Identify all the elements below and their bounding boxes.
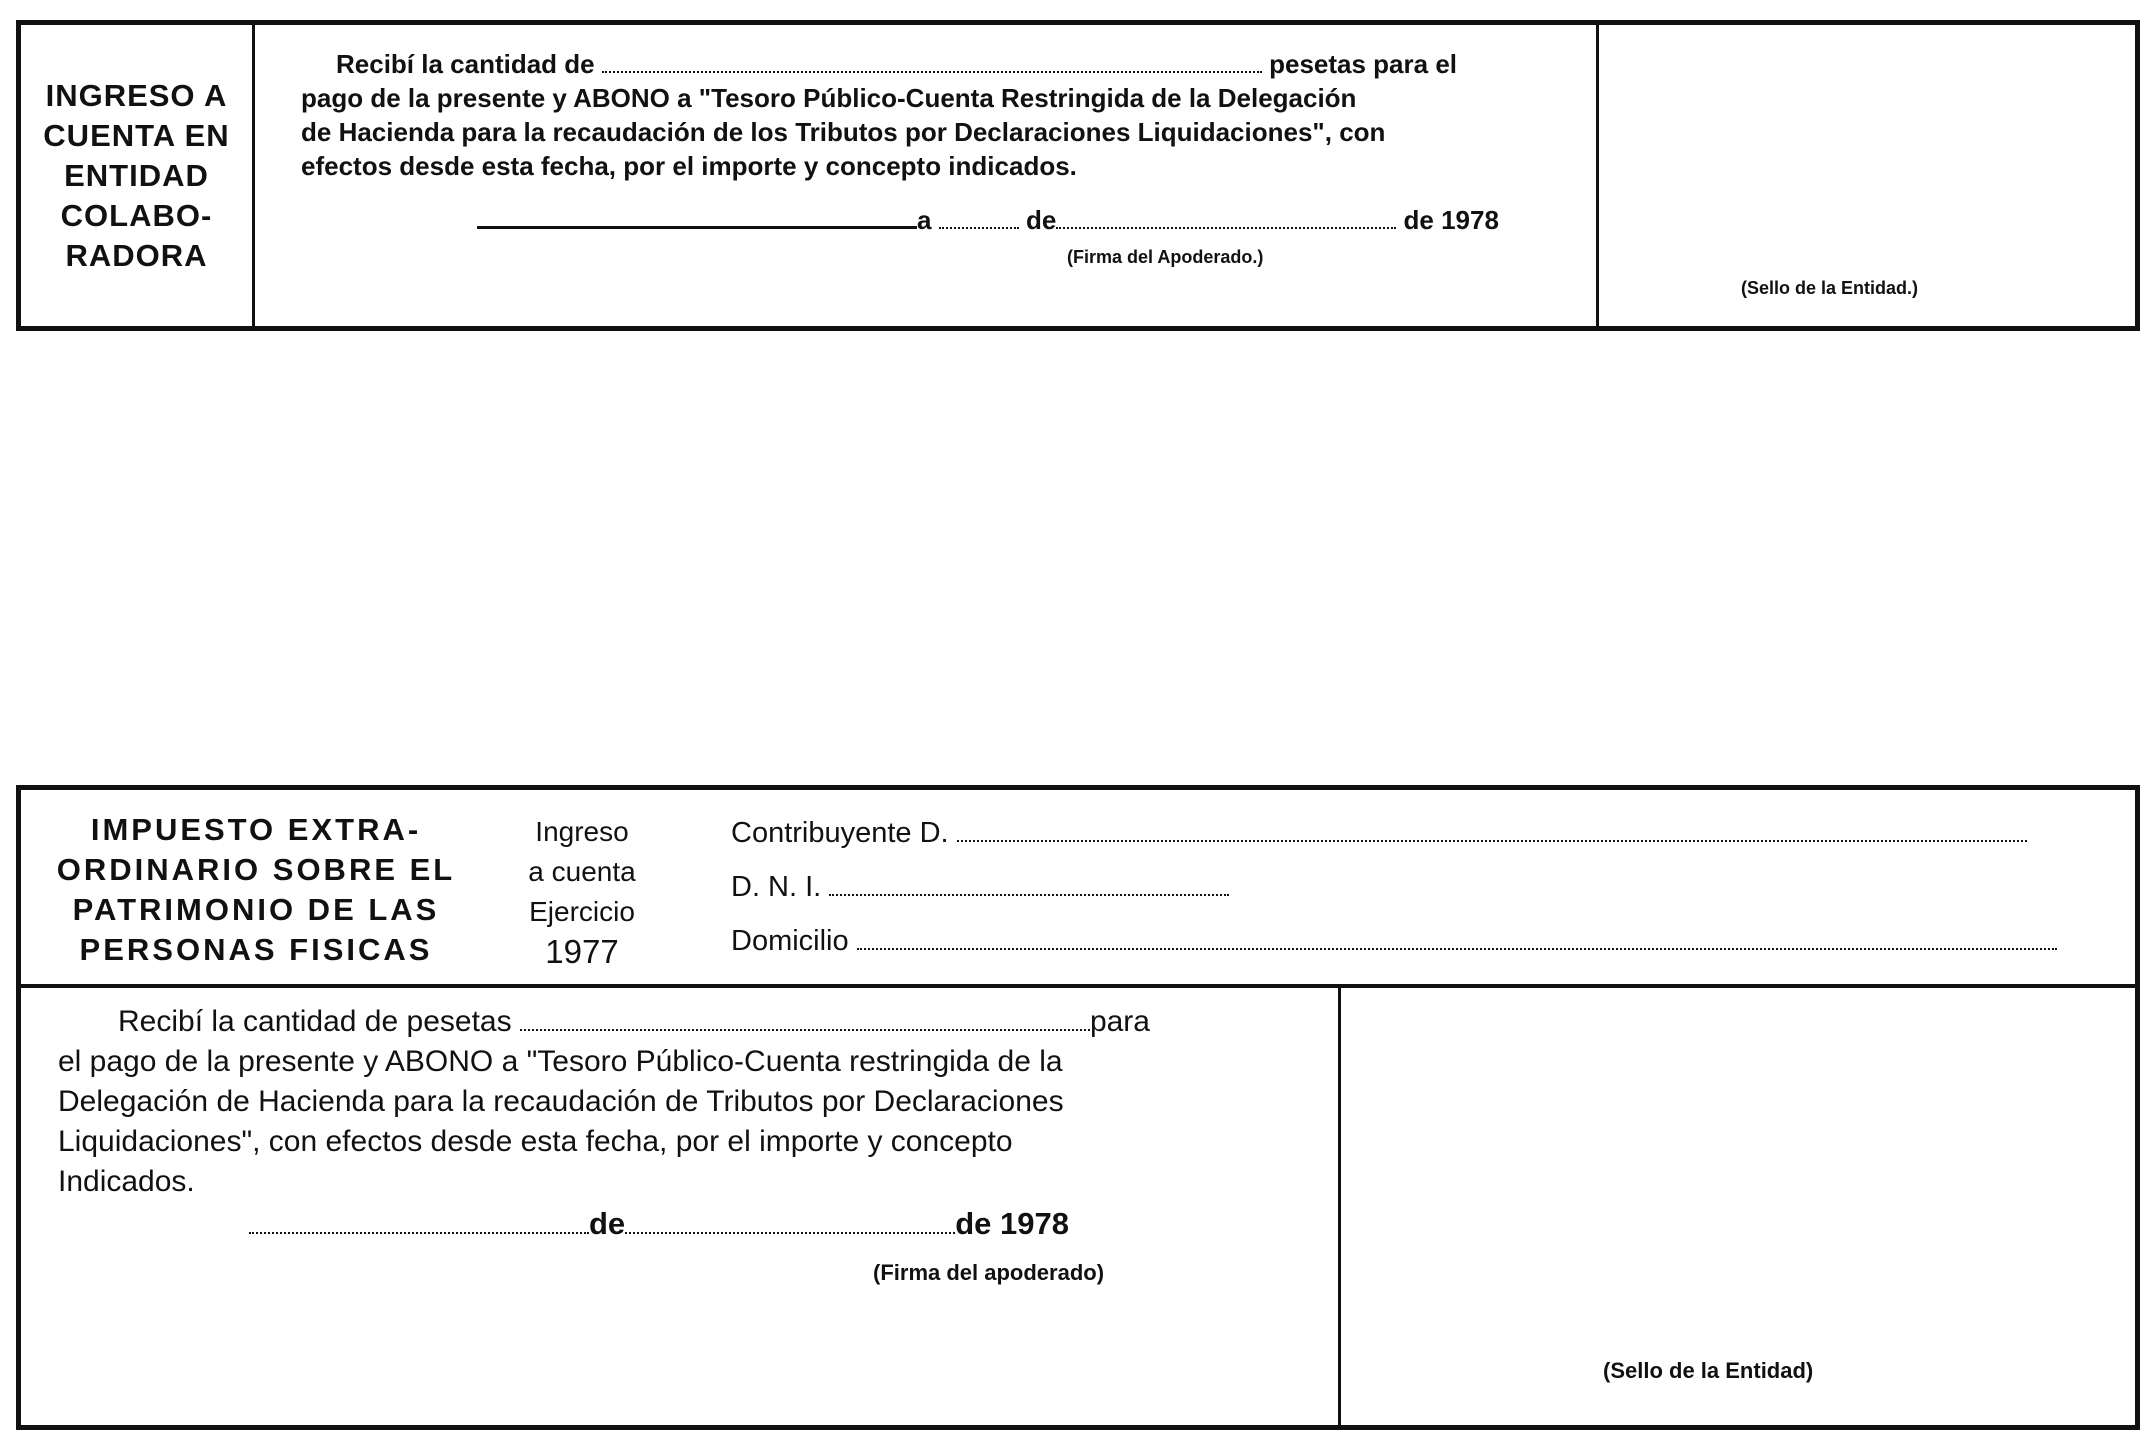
dni-field[interactable] <box>829 874 1229 896</box>
signature-caption: (Firma del apoderado) <box>873 1260 1105 1285</box>
receipt-amount-label: Recibí la cantidad de pesetas <box>118 1005 512 1038</box>
stamp-caption: (Sello de la Entidad.) <box>1741 278 1919 298</box>
receipt-line-3: Delegación de Hacienda para la recaudación de Tributos por Declaraciones <box>58 1085 1064 1118</box>
tax-title-line: PATRIMONIO DE LAS <box>72 892 440 927</box>
contribuyente-row <box>731 814 2027 852</box>
entity-stamp-area[interactable] <box>1599 25 2135 326</box>
dni-label: D. N. I. <box>731 871 822 903</box>
contribuyente-field[interactable] <box>957 820 2027 842</box>
dni-row <box>731 868 1229 906</box>
tax-title <box>21 810 491 970</box>
date-a-label: a <box>917 205 932 235</box>
receipt-line-1 <box>336 47 1457 81</box>
side-label-line: RADORA <box>65 237 208 273</box>
taxpayer-header <box>21 790 2135 988</box>
side-label-line: INGRESO A <box>45 77 228 113</box>
patrimonio-tax-receipt-form <box>16 785 2140 1430</box>
day-place-field[interactable] <box>249 1212 589 1234</box>
date-line <box>477 203 1499 237</box>
ingreso-ejercicio-block <box>507 812 657 972</box>
month-field[interactable] <box>625 1212 955 1234</box>
tax-title-line: PERSONAS FISICAS <box>79 932 433 967</box>
side-label-line: COLABO- <box>60 197 213 233</box>
ingreso-line: Ingreso <box>535 816 629 847</box>
amount-field[interactable] <box>602 51 1262 73</box>
receipt-para-label: para <box>1089 1005 1150 1038</box>
date-line <box>249 1206 1069 1242</box>
date-year-label: de 1978 <box>955 1206 1069 1241</box>
receipt-currency-label: pesetas para el <box>1269 49 1457 79</box>
ejercicio-year: 1977 <box>545 933 619 970</box>
date-de-label: de <box>589 1206 626 1241</box>
receipt-amount-label: Recibí la cantidad de <box>336 49 595 79</box>
side-label-line: ENTIDAD <box>64 157 209 193</box>
date-de-label: de <box>1025 205 1057 235</box>
payment-receipt-form-colaboradora <box>16 20 2140 331</box>
day-field[interactable] <box>939 207 1019 229</box>
receipt-line-5: Indicados. <box>58 1165 195 1198</box>
ingreso-cuenta-side-label <box>21 25 255 326</box>
amount-field[interactable] <box>520 1009 1090 1031</box>
domicilio-field[interactable] <box>857 928 2057 950</box>
date-year-label: de 1978 <box>1403 205 1499 235</box>
receipt-line-2: el pago de la presente y ABONO a "Tesoro Público-Cuenta restringida de la <box>58 1045 1063 1078</box>
tax-title-line: ORDINARIO SOBRE EL <box>56 852 456 887</box>
month-field[interactable] <box>1056 207 1396 229</box>
receipt-text-section <box>21 988 1341 1425</box>
receipt-line-4: Liquidaciones", con efectos desde esta fecha, por el importe y concepto <box>58 1125 1013 1158</box>
receipt-line-4: efectos desde esta fecha, por el importe y concepto indicados. <box>301 151 1077 181</box>
side-label-line: CUENTA EN <box>43 117 230 153</box>
domicilio-row <box>731 922 2057 960</box>
contribuyente-label: Contribuyente D. <box>731 817 949 849</box>
ingreso-line: Ejercicio <box>529 896 635 927</box>
receipt-line-1 <box>58 1002 1298 1042</box>
receipt-line-2: pago de la presente y ABONO a "Tesoro Público-Cuenta Restringida de la Delegación <box>301 83 1357 113</box>
domicilio-label: Domicilio <box>731 925 849 957</box>
receipt-text-section <box>255 25 1599 326</box>
receipt-paragraph <box>58 1002 1298 1202</box>
entity-stamp-area[interactable] <box>1341 988 2135 1425</box>
receipt-line-3: de Hacienda para la recaudación de los Tributos por Declaraciones Liquidaciones", con <box>301 117 1386 147</box>
signature-caption: (Firma del Apoderado.) <box>1067 247 1264 267</box>
stamp-caption: (Sello de la Entidad) <box>1603 1358 1814 1383</box>
ingreso-line: a cuenta <box>528 856 636 887</box>
place-field[interactable] <box>477 206 917 229</box>
tax-title-line: IMPUESTO EXTRA- <box>90 812 422 847</box>
